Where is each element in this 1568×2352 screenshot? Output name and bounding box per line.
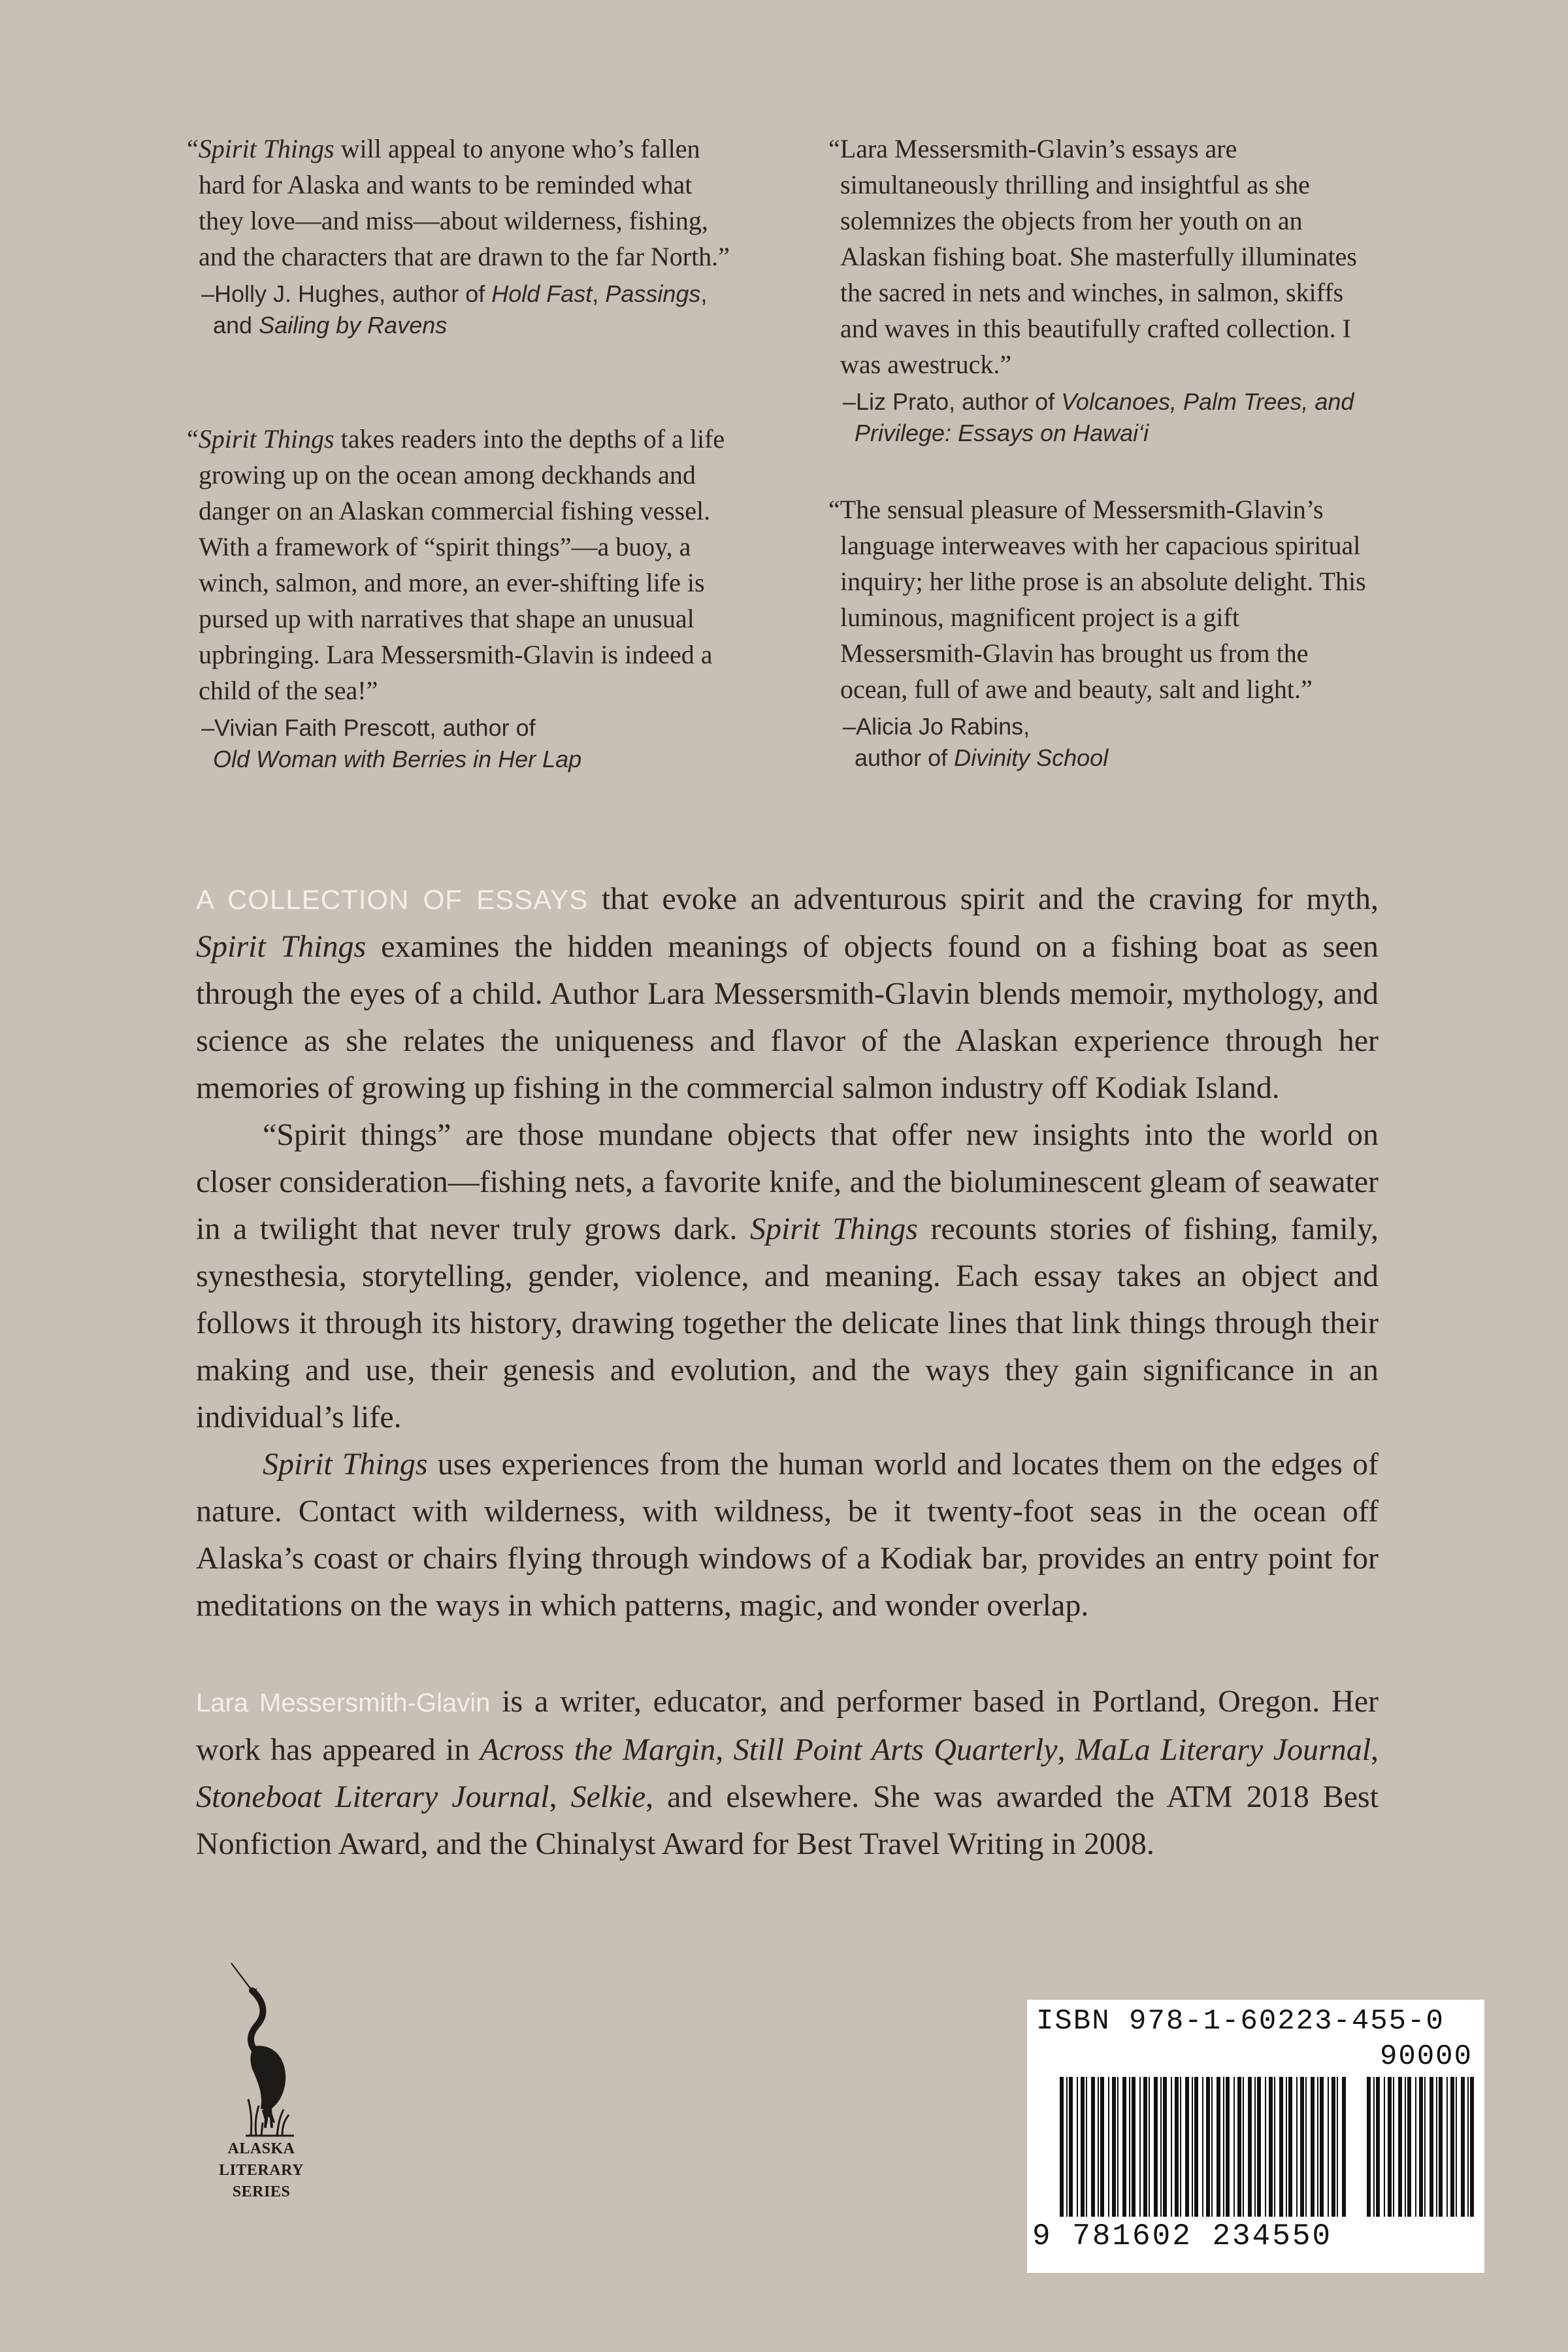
barcode-bar xyxy=(1429,2077,1433,2217)
book-title: Spirit Things xyxy=(198,134,335,163)
barcode-bar xyxy=(1248,2077,1252,2217)
barcode-bar xyxy=(1117,2077,1119,2217)
isbn-text: ISBN 978-1-60223-455-0 xyxy=(1036,2005,1445,2038)
book-title: Spirit Things xyxy=(198,424,335,454)
barcode-bar xyxy=(1337,2077,1338,2217)
barcode-bar xyxy=(1192,2077,1193,2217)
barcode-bar xyxy=(1393,2077,1394,2217)
barcode-bar xyxy=(1243,2077,1244,2217)
barcode-bar xyxy=(1405,2077,1406,2217)
barcode-bar xyxy=(1367,2077,1371,2217)
barcode-bar xyxy=(1226,2077,1230,2217)
description-paragraph: A COLLECTION OF ESSAYS that evoke an adventurous spirit and the craving for myth, Spirit Things examines the hidden meanings of objects found on a fishing boat as seen through the eyes of a child. Author Lara Messersmith-Glavin blends memoir, mythology, and science as she relates the uniqueness and flavor of the Alaskan experience through her memories of growing up fishing in the commercial salmon industry off Kodiak Island. xyxy=(196,882,1379,1105)
barcode-bar xyxy=(1265,2077,1266,2217)
quote-text: will appeal to anyone who’s fallen hard for Alaska and wants to be reminded what they love—and miss—about wilderness, fishing, and the characters that are drawn to the far North.” xyxy=(199,134,730,271)
barcode-bar xyxy=(1211,2077,1213,2217)
barcode-bar xyxy=(1311,2077,1315,2217)
barcode-digits: 9 781602 234550 xyxy=(1032,2219,1333,2253)
heron-icon xyxy=(196,1961,327,2137)
description-paragraph: Spirit Things uses experiences from the human world and locates them on the edges of nature. Contact with wilderness, with wildness, be it twenty-foot seas in the ocean off Alaska’s coast or chairs flying through windows of a Kodiak bar, provides an entry point for meditations on the ways in which patterns, magic, and wonder overlap. xyxy=(196,1447,1379,1623)
blurb-prato xyxy=(818,131,1380,449)
barcode-bar xyxy=(1086,2077,1087,2217)
barcode-bar xyxy=(1081,2077,1085,2217)
book-description xyxy=(196,876,1379,1629)
barcode-bar xyxy=(1122,2077,1126,2217)
barcode-bar xyxy=(1154,2077,1158,2217)
barcode-bar xyxy=(1450,2077,1454,2217)
barcode-bar xyxy=(1185,2077,1189,2217)
barcode-bar xyxy=(1461,2077,1465,2217)
barcode-bar xyxy=(1388,2077,1392,2217)
barcode-bar xyxy=(1424,2077,1426,2217)
barcode-bar xyxy=(1098,2077,1099,2217)
barcode-bar xyxy=(1091,2077,1095,2217)
barcode-bar xyxy=(1143,2077,1147,2217)
barcode-bar xyxy=(1217,2077,1220,2217)
barcode-bar xyxy=(1257,2077,1261,2217)
barcode-bar xyxy=(1384,2077,1385,2217)
barcode-bar xyxy=(1112,2077,1116,2217)
barcode-bar xyxy=(1398,2077,1402,2217)
barcode-bar xyxy=(1060,2077,1064,2217)
barcode-bar xyxy=(1320,2077,1324,2217)
blurb-quote: “Spirit Things will appeal to anyone who’s fallen hard for Alaska and wants to be reminded what they love—and miss—about wilderness, fishing, and the characters that are drawn to the far North.” xyxy=(187,134,730,271)
blurb-rabins xyxy=(818,491,1380,774)
barcode-bar xyxy=(1317,2077,1318,2217)
barcode-bar xyxy=(1237,2077,1241,2217)
blurb-attribution: –Holly J. Hughes, author of Hold Fast, Passings, and Sailing by Ravens xyxy=(201,280,708,339)
barcode-bar xyxy=(1139,2077,1141,2217)
barcode-bar xyxy=(1069,2077,1073,2217)
barcode-bar xyxy=(1439,2077,1443,2217)
barcode-bar xyxy=(1223,2077,1224,2217)
barcode-bar xyxy=(1175,2077,1179,2217)
barcode-bar xyxy=(1331,2077,1335,2217)
barcode-bar xyxy=(1077,2077,1078,2217)
price-code: 90000 xyxy=(1379,2040,1473,2073)
barcode-bar xyxy=(1163,2077,1167,2217)
barcode-bar xyxy=(1436,2077,1437,2217)
blurb-hughes xyxy=(176,131,738,341)
barcode-bar xyxy=(1328,2077,1329,2217)
barcode-bar xyxy=(1305,2077,1307,2217)
author-name: Lara Messersmith-Glavin xyxy=(196,1689,491,1717)
barcode-bar xyxy=(1296,2077,1298,2217)
barcode-bar xyxy=(1066,2077,1068,2217)
barcode-bar xyxy=(1108,2077,1109,2217)
barcode-bar xyxy=(1373,2077,1375,2217)
barcode-bar xyxy=(1415,2077,1416,2217)
blurb-attribution: –Alicia Jo Rabins, author of Divinity School xyxy=(843,713,1109,771)
blurb-quote: “The sensual pleasure of Messersmith-Glavin’s language interweaves with her capacious spiritual inquiry; her lithe prose is an absolute delight. This luminous, magnificent project is a gift Messersmith-Glavin has brought us from the ocean, full of awe and beauty, salt and light.” xyxy=(828,495,1366,704)
blurb-prescott xyxy=(176,421,738,775)
barcode-bar xyxy=(1180,2077,1181,2217)
barcode-bar xyxy=(1300,2077,1304,2217)
quote-text: takes readers into the depths of a life growing up on the ocean among deckhands and danger on an Alaskan commercial fishing vessel. With a framework of “spirit things”—a buoy, a winch, salmon, and more, an ever-shifting life is pursed up with narratives that shape an unusual upbringing. Lara Messersmith-Glavin is indeed a child of the sea!” xyxy=(199,424,725,705)
barcode-bar xyxy=(1254,2077,1256,2217)
barcode-bar xyxy=(1160,2077,1162,2217)
barcode-bar xyxy=(1407,2077,1411,2217)
barcode-bar xyxy=(1467,2077,1469,2217)
barcode-bar xyxy=(1279,2077,1283,2217)
barcode-bar xyxy=(1376,2077,1380,2217)
barcode-bar xyxy=(1233,2077,1235,2217)
barcode-bar xyxy=(1419,2077,1423,2217)
description-paragraph: “Spirit things” are those mundane objects that offer new insights into the world on closer consideration—fishing nets, a favorite knife, and the bioluminescent gleam of seawater in a twilight that never truly grows dark. Spirit Things recounts stories of fishing, family, synesthesia, storytelling, gender, violence, and meaning. Each essay takes an object and follows it through its history, drawing together the delicate lines that link things through their making and use, their genesis and evolution, and the ways they gain significance in an individual’s life. xyxy=(196,1118,1379,1434)
series-name: ALASKA LITERARY SERIES xyxy=(219,2140,304,2200)
author-bio: Lara Messersmith-Glavin is a writer, educator, and performer based in Portland, Oregon. Her work has appeared in Across the Margin, Still Point Arts Quarterly, MaLa Literary Journal, Stoneboat Literary Journal, Selkie, and elsewhere. She was awarded the ATM 2018 Best Nonfiction Award, and the Chinalyst Award for Best Travel Writing in 2008. xyxy=(196,1684,1379,1861)
isbn-barcode xyxy=(1027,2000,1484,2273)
barcode-bar xyxy=(1470,2077,1474,2217)
blurb-quote: “Spirit Things takes readers into the depths of a life growing up on the ocean among deckhands and danger on an Alaskan commercial fishing vessel. With a framework of “spirit things”—a buoy, a winch, salmon, and more, an ever-shifting life is pursed up with narratives that shape an unusual upbringing. Lara Messersmith-Glavin is indeed a child of the sea!” xyxy=(187,424,725,705)
barcode-bar xyxy=(1342,2077,1346,2217)
blurb-attribution: –Liz Prato, author of Volcanoes, Palm Trees, and Privilege: Essays on Hawai‘i xyxy=(843,388,1354,446)
barcode-bar xyxy=(1206,2077,1210,2217)
barcode-bar xyxy=(1269,2077,1273,2217)
barcode-bar xyxy=(1129,2077,1130,2217)
description-lead: A COLLECTION OF ESSAYS xyxy=(196,884,589,915)
series-logo xyxy=(196,1961,327,2209)
blurb-quote: “Lara Messersmith-Glavin’s essays are simultaneously thrilling and insightful as she solemnizes the objects from her youth on an Alaskan fishing boat. She masterfully illuminates the sacred in nets and winches, in salmon, skiffs and waves in this beautifully crafted collection. I was awestruck.” xyxy=(828,134,1357,379)
barcode-bar xyxy=(1446,2077,1448,2217)
barcode-bar xyxy=(1274,2077,1275,2217)
barcode-bar xyxy=(1288,2077,1292,2217)
barcode-bar xyxy=(1194,2077,1198,2217)
barcode-bar xyxy=(1171,2077,1172,2217)
barcode-bar xyxy=(1202,2077,1203,2217)
blurb-attribution: –Vivian Faith Prescott, author of Old Woman with Berries in Her Lap xyxy=(201,714,582,772)
barcode-bar xyxy=(1456,2077,1457,2217)
barcode-bar xyxy=(1100,2077,1104,2217)
barcode-bar xyxy=(1149,2077,1150,2217)
barcode-bar xyxy=(1132,2077,1135,2217)
barcode-bar xyxy=(1286,2077,1287,2217)
